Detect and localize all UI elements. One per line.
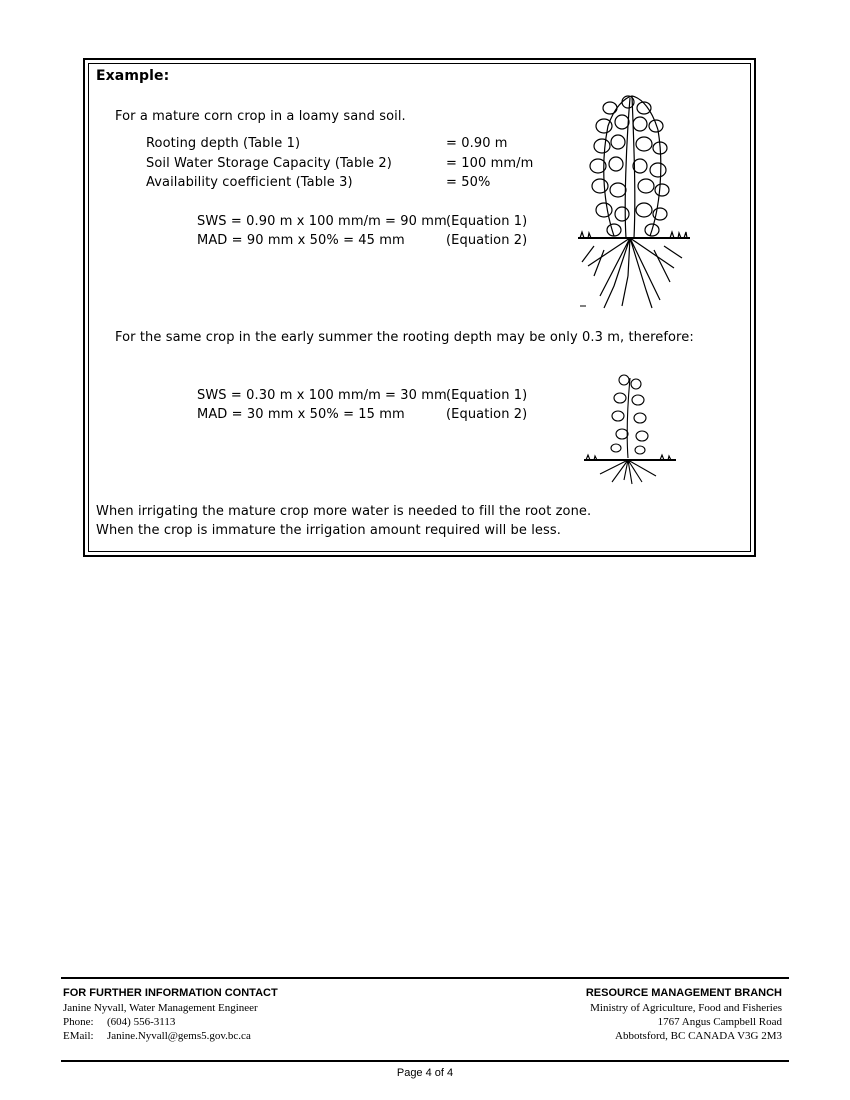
equation-expression: SWS = 0.90 m x 100 mm/m = 90 mm [197,214,447,229]
footer-contact-name: Janine Nyvall, Water Management Engineer [63,1002,258,1014]
param-value: = 0.90 m [446,136,508,151]
footer-bottom-rule [61,1060,789,1062]
footer-street: 1767 Angus Campbell Road [657,1016,782,1028]
footer-branch-heading: RESOURCE MANAGEMENT BRANCH [585,987,782,999]
mature-corn-plant-illustration [574,86,694,312]
param-label: Rooting depth (Table 1) [146,136,301,151]
param-label: Soil Water Storage Capacity (Table 2) [146,156,392,171]
equation-reference: (Equation 1) [446,214,528,229]
param-value: = 100 mm/m [446,156,534,171]
young-corn-plant-illustration [580,370,680,490]
equation-reference: (Equation 2) [446,233,528,248]
page-number: Page 4 of 4 [396,1067,454,1079]
footer-phone: (604) 556-3113 [107,1016,176,1028]
footer-ministry: Ministry of Agriculture, Food and Fisheries [590,1002,782,1014]
example-intro: For a mature corn crop in a loamy sand soil. [115,109,406,124]
param-value: = 50% [446,175,491,190]
early-summer-intro: For the same crop in the early summer the rooting depth may be only 0.3 m, therefore: [115,330,694,345]
footer-city: Abbotsford, BC CANADA V3G 2M3 [615,1030,782,1042]
equation-expression: MAD = 30 mm x 50% = 15 mm [197,407,405,422]
param-label: Availability coefficient (Table 3) [146,175,353,190]
conclusion-line: When irrigating the mature crop more water is needed to fill the root zone. [96,504,592,519]
footer-phone-label: Phone: [63,1016,94,1028]
footer-email[interactable]: Janine.Nyvall@gems5.gov.bc.ca [107,1030,251,1042]
equation-reference: (Equation 1) [446,388,528,403]
footer-contact-heading: FOR FURTHER INFORMATION CONTACT [63,987,278,999]
conclusion-line: When the crop is immature the irrigation amount required will be less. [96,523,561,538]
equation-expression: MAD = 90 mm x 50% = 45 mm [197,233,405,248]
example-title: Example: [96,68,170,84]
equation-expression: SWS = 0.30 m x 100 mm/m = 30 mm [197,388,447,403]
footer-top-rule [61,977,789,979]
equation-reference: (Equation 2) [446,407,528,422]
footer-email-label: EMail: [63,1030,94,1042]
